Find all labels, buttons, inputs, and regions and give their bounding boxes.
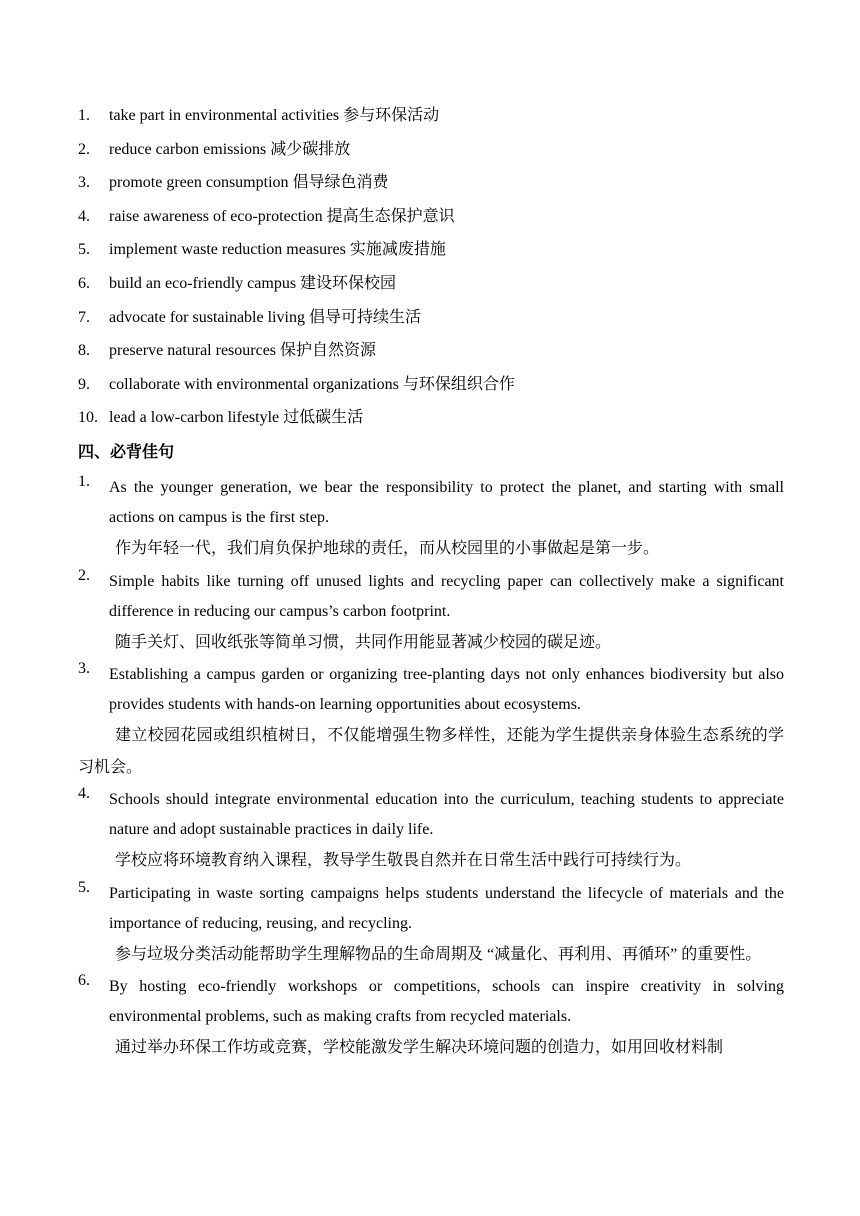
- item-text: raise awareness of eco-protection 提高生态保护意识: [109, 207, 455, 225]
- item-number: 9.: [78, 375, 90, 393]
- sentence-block: [78, 473, 784, 565]
- item-text: reduce carbon emissions 减少碳排放: [109, 140, 351, 158]
- sentence-list: [78, 473, 784, 1066]
- sentence-english-text: Schools should integrate environmental education into the curriculum, teaching students to appreciate nature and adopt sustainable practices in daily life.: [109, 791, 784, 838]
- item-text: take part in environmental activities 参与环保活动: [109, 107, 440, 124]
- sentence-english: [78, 879, 784, 939]
- sentence-english: [78, 660, 784, 720]
- item-text: implement waste reduction measures 实施减废措施: [109, 241, 446, 259]
- sentence-english-text: Participating in waste sorting campaigns helps students understand the lifecycle of materials and the importance of reducing, reusing, and recycling.: [109, 884, 784, 932]
- sentence-english-text: Simple habits like turning off unused lights and recycling paper can collectively make a significant difference in reducing our campus’s carbon footprint.: [109, 572, 784, 620]
- sentence-number: 5.: [78, 878, 90, 896]
- item-number: 2.: [78, 140, 90, 158]
- sentence-chinese: 通过举办环保工作坊或竞赛，学校能激发学生解决环境问题的创造力，如用回收材料制: [115, 1039, 724, 1056]
- sentence-english: [78, 972, 784, 1032]
- list-item: [78, 237, 784, 271]
- sentence-chinese: 参与垃圾分类活动能帮助学生理解物品的生命周期及 “减量化、再利用、再循环” 的重要性。: [115, 945, 762, 963]
- sentence-number: 6.: [78, 972, 90, 989]
- item-text: collaborate with environmental organizations 与环保组织合作: [109, 375, 515, 393]
- item-number: 3.: [78, 174, 90, 192]
- section-heading: 四、必背佳句: [78, 444, 175, 461]
- sentence-block: [78, 785, 784, 877]
- item-text: preserve natural resources 保护自然资源: [109, 342, 377, 360]
- sentence-block: [78, 879, 784, 971]
- list-item: [78, 338, 784, 372]
- sentence-chinese: 随手关灯、回收纸张等简单习惯，共同作用能显著减少校园的碳足迹。: [115, 633, 612, 651]
- sentence-english-text: Establishing a campus garden or organizing tree-planting days not only enhances biodiversity but also provides students with hands-on learning opportunities about ecosystems.: [109, 666, 784, 713]
- item-number: 5.: [78, 241, 90, 259]
- item-number: 6.: [78, 274, 90, 292]
- sentence-english: [78, 567, 784, 627]
- list-item: [78, 372, 784, 406]
- sentence-english-text: As the younger generation, we bear the responsibility to protect the planet, and starting with small actions on campus is the first step.: [109, 479, 784, 526]
- item-number: 1.: [78, 107, 90, 124]
- item-number: 7.: [78, 308, 90, 326]
- list-item: [78, 405, 784, 439]
- phrase-list: [78, 103, 784, 439]
- item-text: lead a low-carbon lifestyle 过低碳生活: [109, 409, 364, 427]
- sentence-chinese: 建立校园花园或组织植树日，不仅能增强生物多样性，还能为学生提供亲身体验生态系统的学习机会。: [78, 727, 784, 776]
- list-item: [78, 103, 784, 137]
- sentence-chinese: 学校应将环境教育纳入课程，教导学生敬畏自然并在日常生活中践行可持续行为。: [115, 852, 692, 869]
- sentence-block: [78, 660, 784, 783]
- sentence-number: 2.: [78, 566, 90, 584]
- list-item: [78, 271, 784, 305]
- sentence-chinese: 作为年轻一代，我们肩负保护地球的责任，而从校园里的小事做起是第一步。: [115, 540, 660, 557]
- sentence-english-text: By hosting eco-friendly workshops or competitions, schools can inspire creativity in solving environmental problems, such as making crafts from recycled materials.: [109, 978, 784, 1025]
- list-item: [78, 137, 784, 171]
- item-number: 10.: [78, 409, 98, 427]
- sentence-english: [78, 785, 784, 845]
- sentence-english: [78, 473, 784, 533]
- sentence-number: 3.: [78, 660, 90, 677]
- item-number: 8.: [78, 342, 90, 360]
- item-text: build an eco-friendly campus 建设环保校园: [109, 274, 397, 292]
- sentence-number: 4.: [78, 785, 90, 802]
- item-text: promote green consumption 倡导绿色消费: [109, 174, 389, 192]
- item-number: 4.: [78, 207, 90, 225]
- sentence-block: [78, 972, 784, 1064]
- list-item: [78, 204, 784, 238]
- list-item: [78, 305, 784, 339]
- item-text: advocate for sustainable living 倡导可持续生活: [109, 308, 421, 326]
- list-item: [78, 170, 784, 204]
- sentence-number: 1.: [78, 473, 90, 490]
- sentence-block: [78, 567, 784, 659]
